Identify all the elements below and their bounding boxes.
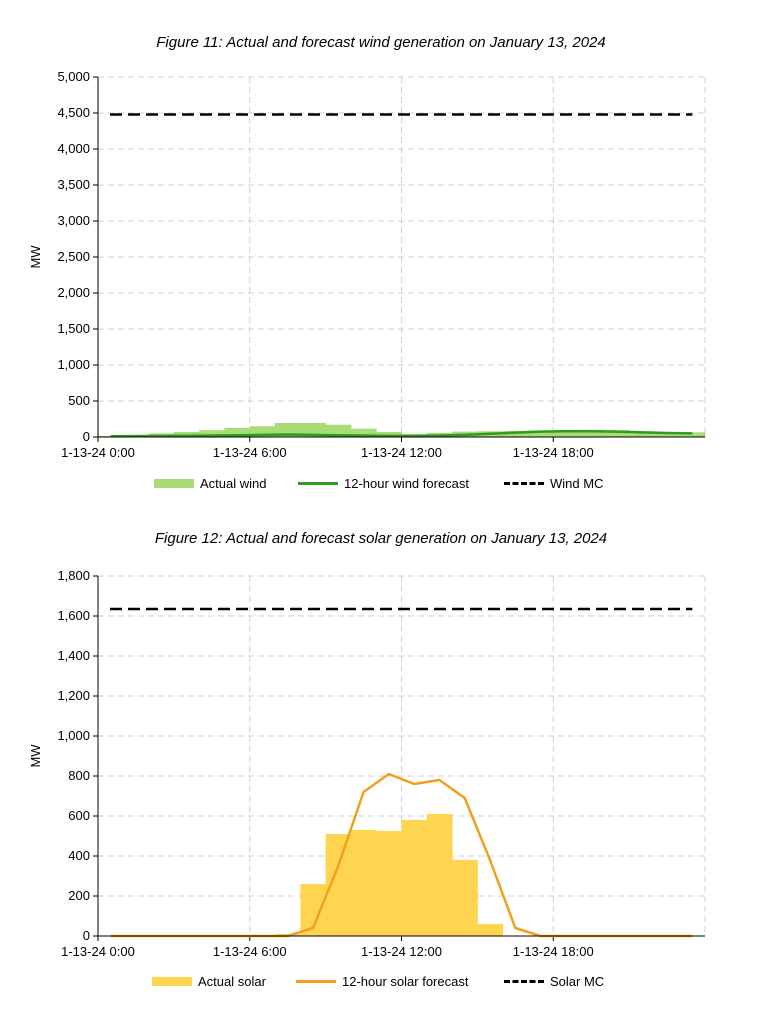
x-tick-label: 1-13-24 12:00: [361, 445, 442, 460]
legend-label: Actual solar: [198, 974, 266, 989]
y-tick-label: 0: [82, 928, 90, 943]
y-tick-label: 4,000: [57, 141, 90, 156]
area-bar: [452, 860, 478, 936]
y-tick-label: 2,000: [57, 285, 90, 300]
y-tick-label: 200: [68, 888, 90, 903]
actual-wind-swatch: [154, 479, 194, 488]
y-tick-label: 600: [68, 808, 90, 823]
y-tick-label: 1,600: [57, 608, 90, 623]
wind-chart: [0, 0, 762, 470]
y-tick-label: 1,800: [57, 568, 90, 583]
x-tick-label: 1-13-24 0:00: [61, 944, 135, 959]
figure-12-title: Figure 12: Actual and forecast solar generation on January 13, 2024: [154, 530, 608, 547]
legend-label: 12-hour wind forecast: [344, 476, 470, 491]
legend-label: 12-hour solar forecast: [342, 974, 469, 989]
x-tick-label: 1-13-24 6:00: [212, 944, 287, 959]
y-tick-label: 1,000: [57, 728, 90, 743]
wind-forecast-swatch: [298, 482, 338, 485]
x-tick-label: 1-13-24 18:00: [512, 944, 594, 959]
legend-actual-solar: [152, 974, 266, 989]
legend-label: Solar MC: [550, 974, 605, 989]
y-tick-label: 1,000: [57, 357, 90, 372]
legend-wind-mc: [504, 476, 603, 491]
y-tick-label: 0: [82, 429, 90, 444]
x-tick-label: 1-13-24 0:00: [61, 445, 135, 460]
area-bar: [376, 831, 402, 936]
solar-chart: [0, 510, 762, 970]
y-axis-label: MW: [28, 245, 43, 269]
solar-mc-swatch: [504, 980, 544, 983]
figure-11: [0, 0, 762, 510]
y-tick-label: 800: [68, 768, 90, 783]
legend-wind-forecast: [298, 476, 469, 491]
legend-solar-mc: [504, 974, 604, 989]
area-bar: [427, 814, 453, 936]
wind-mc-swatch: [504, 482, 544, 485]
figure-11-title: Figure 11: Actual and forecast wind generation on January 13, 2024: [156, 34, 606, 51]
y-tick-label: 400: [68, 848, 90, 863]
figure-12: [0, 510, 762, 1024]
y-tick-label: 4,500: [57, 105, 90, 120]
y-tick-label: 3,000: [57, 213, 90, 228]
x-tick-label: 1-13-24 12:00: [361, 944, 442, 959]
solar-forecast-swatch: [296, 980, 336, 983]
actual-solar-swatch: [152, 977, 192, 986]
x-tick-label: 1-13-24 18:00: [512, 445, 594, 460]
legend-label: Actual wind: [200, 476, 267, 491]
area-bar: [402, 820, 428, 936]
y-axis-label: MW: [28, 744, 43, 768]
y-tick-label: 3,500: [57, 177, 90, 192]
y-tick-label: 1,400: [57, 648, 90, 663]
area-bar: [351, 830, 377, 936]
y-tick-label: 5,000: [57, 69, 90, 84]
legend-label: Wind MC: [550, 476, 604, 491]
area-bar: [477, 924, 503, 936]
legend-actual-wind: [154, 476, 266, 491]
y-tick-label: 1,200: [57, 688, 90, 703]
legend-solar-forecast: [296, 974, 468, 989]
y-tick-label: 1,500: [57, 321, 90, 336]
y-tick-label: 500: [68, 393, 90, 408]
x-tick-label: 1-13-24 6:00: [212, 445, 287, 460]
y-tick-label: 2,500: [57, 249, 90, 264]
